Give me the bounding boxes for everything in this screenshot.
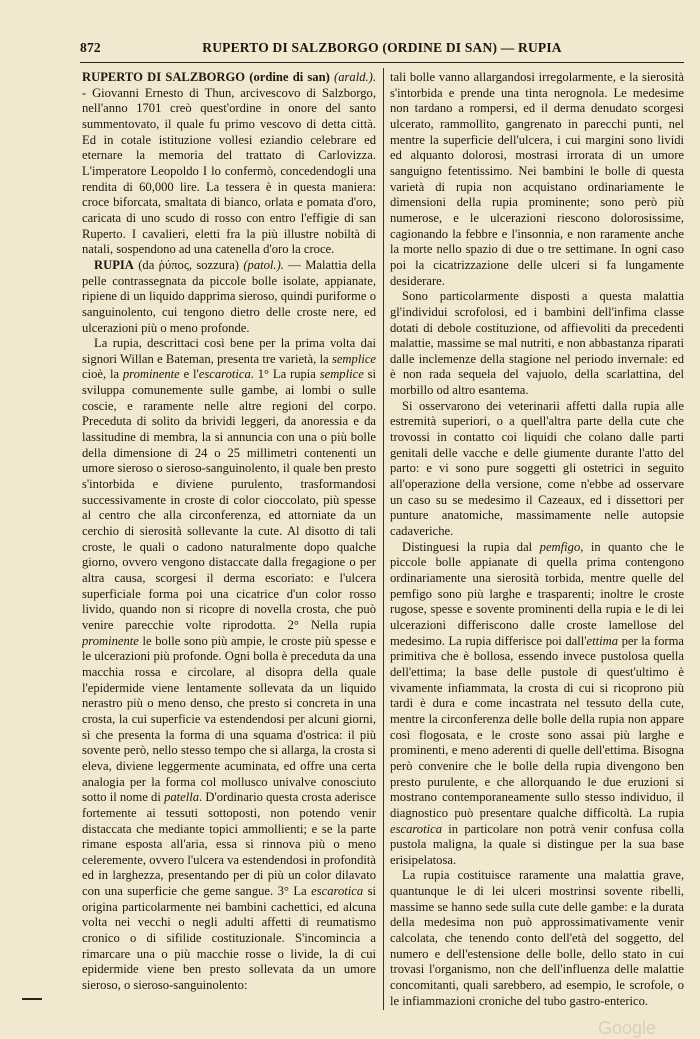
italic-term: ettima xyxy=(586,633,619,648)
paragraph xyxy=(390,540,684,869)
column-divider xyxy=(383,68,384,1010)
entry-headword: RUPERTO DI SALZBORGO (ordine di san) xyxy=(82,70,330,84)
watermark: Google xyxy=(598,1018,657,1038)
italic-term: pemfigo xyxy=(539,539,581,554)
left-column xyxy=(82,70,376,994)
margin-mark xyxy=(22,998,42,1000)
text-run: La rupia, descrittaci così bene per la prima volta dai signori Willan e Bateman, presenta tre varietà, la xyxy=(82,336,376,366)
italic-term: escarotica xyxy=(311,884,364,899)
italic-term: prominente xyxy=(122,367,180,382)
italic-term: escarotica xyxy=(198,367,251,382)
text-run: cioè, la xyxy=(82,367,123,382)
paragraph: tali bolle vanno allargandosi irregolarmente, e la sierosità s'intorbida e prende una tinta nerognola. Le medesime non tardano a rompersi, ed il derma denudato scorgesi ulcerato, rammollito, gangrenato in parecchi punti, nel mentre la superficie dell'ulcera, i cui margini sono lividi ed alquanto dolorosi, mostrasi irrorata di un umore sanguigno fetentissimo. Nei bambini le bolle di questa varietà di rupia non acquistano ordinariamente le dimensioni della rupia prominente; sono però più numerose, e le ulcerazioni riescono dolorosissime, cagionando la febbre e l'insonnia, e non raramente anche la morte nello spazio di due o tre settimane. In ogni caso poi la cicatrizzazione delle ulceri si fa lungamente desiderare. xyxy=(390,70,684,288)
text-run: si sviluppa comunemente sulle gambe, ai lombi o sulle coscie, e raramente nelle altre regioni del corpo. Preceduta di solito da brividi leggeri, da anoressia e da lassitudine di membra, la si annuncia con una o più bolle della dimensione di 24 o 25 millimetri contenenti un umore sieroso o sieroso-sanguinolento, il quale ben presto s'intorbida e diviene purulento, trasformandosi successivamente in croste di color cioccolato, più spesse al centro che alla circonferenza, ed attorniate da un cerchio di sierosità sollevante la cute. Al disotto di tali croste, le quali o cadono naturalmente dopo qualche giorno, ovvero vengono distaccate dalla fregagione o per altra causa, scorgesi il derma escoriato: e l'ulcera superficiale forma poi una cicatrice d'un color rosso livido, quando non si ricopre di novella crosta, che può venire parecchie volte riprodotta. 2° Nella rupia xyxy=(82,367,377,632)
italic-term: semplice xyxy=(331,351,376,366)
paragraph: Sono particolarmente disposti a questa malattia gl'individui scrofolosi, ed i bambini dell'infima classe dotati di debole costituzione, od affievoliti da precedenti malattie, massime se mal nutriti, e non abbastanza riparati dalle inclemenze della stagione nel periodo invernale: ed è non rada sequela del vajuolo, della scarlattina, del morbillo od altro esantema. xyxy=(390,289,684,398)
italic-term: patella xyxy=(164,790,200,805)
text-run: , in quanto che le piccole bolle appianate di quella prima contengono ordinariamente una sierosità torbida, mentre quelle del pemfigo sono più larghe e trasparenti; inoltre le croste rugose, spesse e sovente prominenti della rupia e le di lei ulcerazioni differiscono dalle croste lamellose del medesimo. La rupia differisce poi dall' xyxy=(390,539,684,648)
header-rule xyxy=(80,62,684,63)
entry-rupia xyxy=(82,258,376,336)
text-run: Distinguesi la rupia dal xyxy=(402,539,540,554)
text-run: per la forma primitiva che è bollosa, essendo invece pustolosa quella dell'ettima; la base delle pustole di quest'ultimo è vivamente infiammata, la crosta di cui si ricoprono più tardi è dura e come incastrata nel tessuto della cute, mentre la circonferenza delle bolle della rupia non appare così flogosata, e le croste sono assai più larghe e prominenti, e meno aderenti di quelle dell'ettima. Bisogna però convenire che le bolle della rupia divengono ben presto purulente, e che allorquando le due eruzioni si mostrano contemporaneamente sullo stesso individuo, il diagnostico può presentare qualche difficoltà. La rupia xyxy=(390,633,684,820)
entry-headword: RUPIA xyxy=(94,257,134,272)
right-column xyxy=(390,70,684,1009)
entry-text: - Giovanni Ernesto di Thun, arcivescovo di Salzborgo, nell'anno 1701 creò quest'ordine in onore del santo summentovato, il quale fu primo vescovo di detta città. Ed in cotale istituzione vollesi eziandio celebrare ed eternare la memoria del trattato di Carlovizza. L'imperatore Leopoldo I lo confermò, concedendogli una rendita di 60,000 lire. La tessera è in questa maniera: croce biforcata, smaltata di bianco, orlata e pomata d'oro, caricata di uno scudo di rosso con entro l'effigie di san Ruperto. I cavalieri, eletti fra la più illustre nobiltà di natali, sospendono ad una catenella d'oro la croce. xyxy=(82,85,376,257)
text-run: le bolle sono più ampie, le croste più spesse e le ulcerazioni più profonde. Ogni bolla è preceduta da una macchia rossa e circolare, al disopra della quale l'epidermide viene lentamente sollevata da un liquido nerastro più o meno denso, che presto si concreta in una crosta, la cui superficie va estendendosi per alcuni giorni, sì che presenta la forma di una squama d'ostrica: il più sovente però, nello stesso tempo che si allarga, la crosta si eleva, diviene leggermente acuminata, ed offre una certa analogia per la forma col mollusco univalve conosciuto sotto il nome di xyxy=(82,633,376,805)
italic-term: semplice xyxy=(319,367,364,382)
entry-text: — Malattia della pelle contrassegnata da piccole bolle isolate, appianate, ripiene di un liquido dapprima sieroso, quindi puriforme o sanguinolento, cui tengono dietro delle croste nere, ed ulcerazioni più o meno profonde. xyxy=(82,257,377,335)
entry-etymology: (da ῥύπος, sozzura) xyxy=(133,257,244,272)
paragraph xyxy=(82,336,376,994)
text-run: . D'ordinario questa crosta aderisce fortemente ai tessuti sottoposti, non potendo venir distaccata che mediante topici ammollienti; e se la parte rimane esposta all'aria, essa si rinnova più o meno celeremente, ovvero l'ulcera va estendendosi in profondità ed in larghezza, presentando per di più un color dilavato con una superficie che geme sangue. 3° La xyxy=(82,790,377,899)
text-run: in particolare non potrà venir confusa colla pustola maligna, la quale si distingue per la sua base erisipelatosa. xyxy=(390,821,684,867)
text-run: si origina particolarmente nei bambini cachettici, ed alcuna volta nei vecchi o negli adulti affetti di reumatismo cronico o di sifilide costituzionale. S'incomincia a rimarcare una o più macchie rosse o livide, la di cui epidermide viene ben presto sollevata da un umore sieroso, o sieroso-sanguinolento: xyxy=(82,884,376,993)
page-number: 872 xyxy=(80,40,101,55)
paragraph: La rupia costituisce raramente una malattia grave, quantunque le di lei ulceri mostrinsi sovente ribelli, massime se hanno sede sulla cute delle gambe: e la durata della medesima non può approssimativamente venir calcolata, che tenendo conto dell'età del soggetto, del numero e dell'estensione delle bolle, dello stato in cui trovasi l'organismo, non che dell'influenza delle malattie concomitanti, quali sarebbero, ad esempio, le scrofole, o le infiammazioni croniche del tubo gastro-enterico. xyxy=(390,868,684,1008)
italic-term: prominente xyxy=(82,633,139,648)
entry-ruperto xyxy=(82,70,376,258)
entry-category: (arald.). xyxy=(334,70,376,84)
text-run: e l' xyxy=(179,367,199,382)
paragraph: Si osservarono dei veterinarii affetti dalla rupia alle estremità superiori, o a quell'altra parte della cute che trovossi in contatto coi liquidi che colano dalle parti genitali delle vacche e delle giumente durante l'atto del parto: e vi sono pure soggetti gli ostetrici in seguito all'operazione della versione, come n'ebbe ad osservare un caso su se medesimo il Cazeaux, ed i dissettori per punture anatomiche, massimamente nelle autopsie cadaveriche. xyxy=(390,398,684,539)
italic-term: escarotica xyxy=(390,821,442,836)
running-title: RUPERTO DI SALZBORGO (ORDINE DI SAN) — RUPIA xyxy=(202,40,562,55)
entry-category: (patol.). xyxy=(243,257,284,272)
page-header xyxy=(80,40,684,56)
text-run: . 1° La rupia xyxy=(250,367,320,382)
